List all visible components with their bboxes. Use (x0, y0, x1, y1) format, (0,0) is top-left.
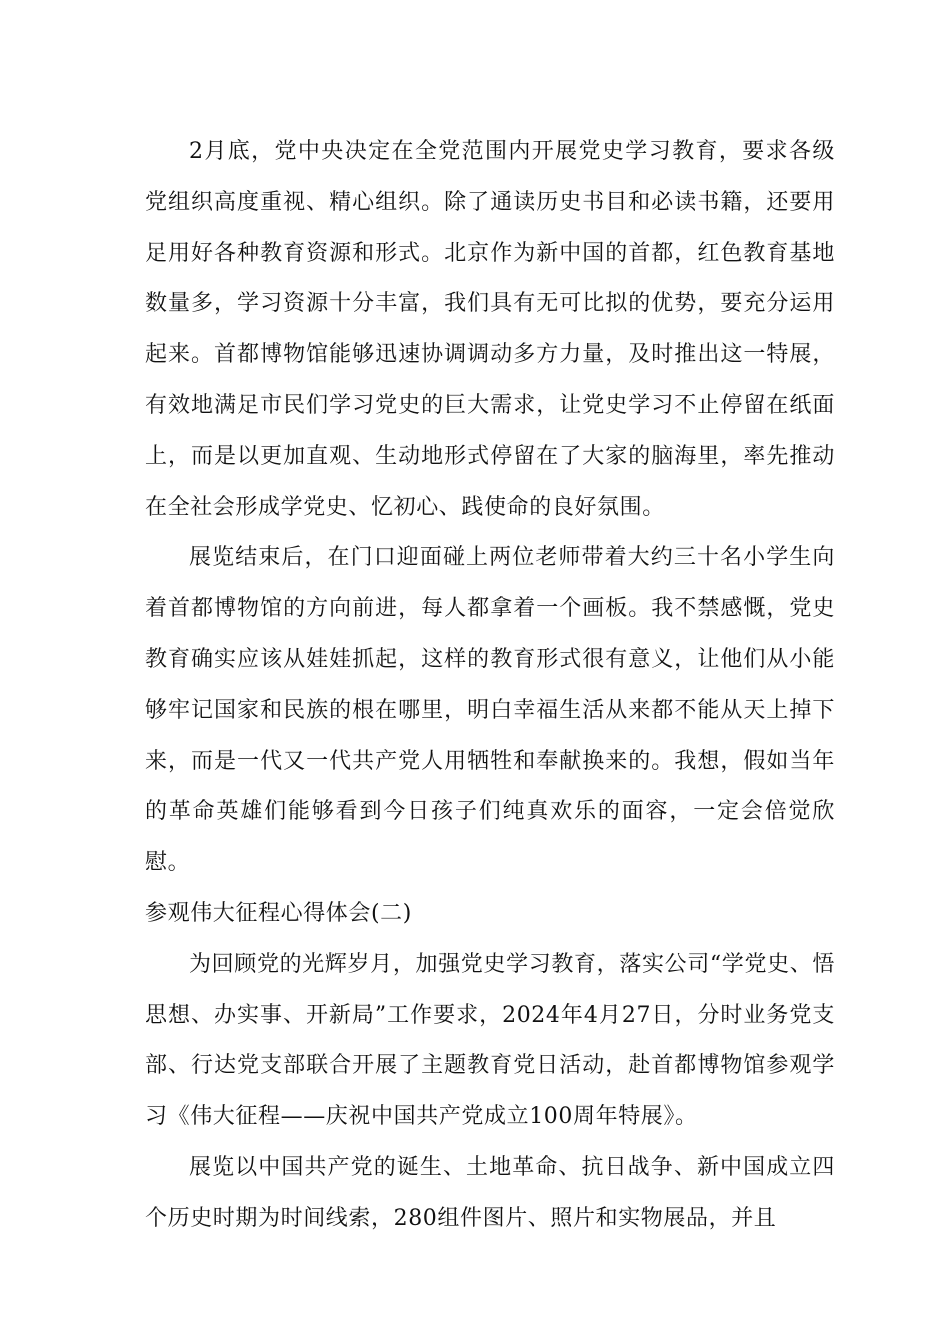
section-paragraph-2: 展览以中国共产党的诞生、土地革命、抗日战争、新中国成立四个历史时期为时间线索，280组件图片、照片和实物展品，并且 (145, 1154, 835, 1231)
section-paragraph-1: 为回顾党的光辉岁月，加强党史学习教育，落实公司“学党史、悟思想、办实事、开新局”工作要求，2024年4月27日，分时业务党支部、行达党支部联合开展了主题教育党日活动，赴首都博物馆参观学习《伟大征程——庆祝中国共产党成立100周年特展》。 (145, 951, 835, 1130)
document-body (145, 127, 835, 1245)
body-paragraph-1: 2月底，党中央决定在全党范围内开展党史学习教育，要求各级党组织高度重视、精心组织。除了通读历史书目和必读书籍，还要用足用好各种教育资源和形式。北京作为新中国的首都，红色教育基地数量多，学习资源十分丰富，我们具有无可比拟的优势，要充分运用起来。首都博物馆能够迅速协调调动多方力量，及时推出这一特展，有效地满足市民们学习党史的巨大需求，让党史学习不止停留在纸面上，而是以更加直观、生动地形式停留在了大家的脑海里，率先推动在全社会形成学党史、忆初心、践使命的良好氛围。 (145, 139, 835, 520)
section-title: 参观伟大征程心得体会(二) (145, 900, 412, 926)
body-paragraph-2: 展览结束后，在门口迎面碰上两位老师带着大约三十名小学生向着首都博物馆的方向前进，每人都拿着一个画板。我不禁感慨，党史教育确实应该从娃娃抓起，这样的教育形式很有意义，让他们从小能够牢记国家和民族的根在哪里，明白幸福生活从来都不能从天上掉下来，而是一代又一代共产党人用牺牲和奉献换来的。我想，假如当年的革命英雄们能够看到今日孩子们纯真欢乐的面容，一定会倍觉欣慰。 (145, 545, 835, 876)
